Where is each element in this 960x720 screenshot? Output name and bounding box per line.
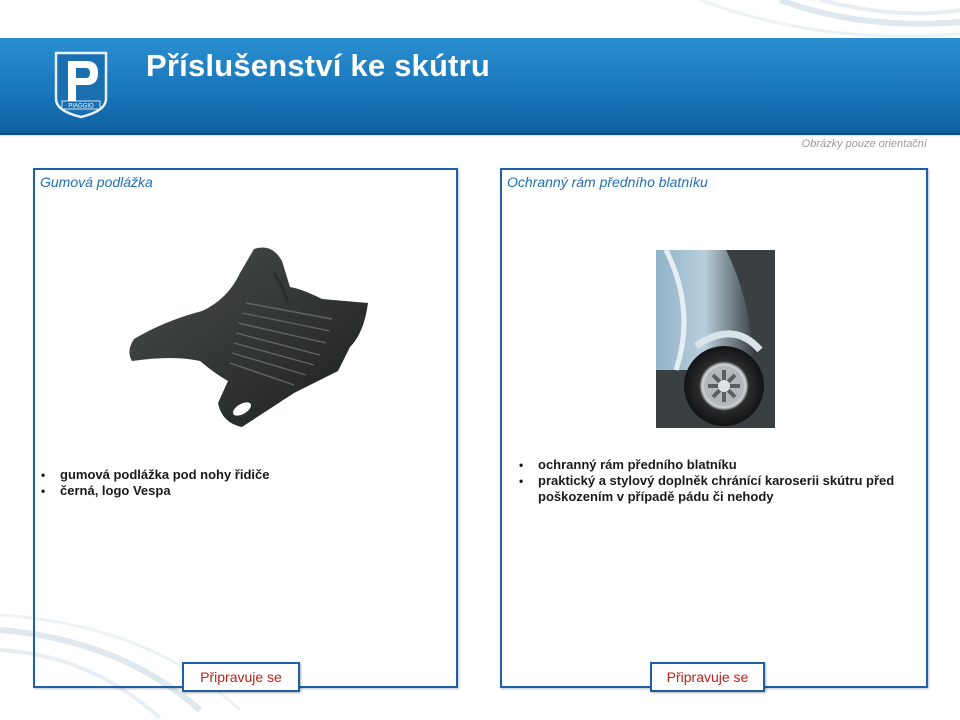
disclaimer-note: Obrázky pouze orientační: [801, 138, 927, 150]
floor-mat-image: [124, 243, 372, 428]
fender-guard-image: [656, 250, 775, 428]
status-badge-coming-soon: Připravuje se: [182, 662, 300, 692]
piaggio-logo-icon: [54, 51, 108, 119]
page-title: Příslušenství ke skútru: [146, 48, 491, 83]
feature-item: • ochranný rám předního blatníku: [516, 457, 916, 473]
card-title: Gumová podlážka: [40, 174, 153, 190]
status-badge-coming-soon: Připravuje se: [650, 662, 765, 692]
product-card-fender-guard: [500, 168, 928, 688]
svg-text:PIAGGIO: PIAGGIO: [68, 103, 94, 110]
feature-list: [38, 467, 269, 499]
header-shadow: [0, 133, 960, 137]
card-title: Ochranný rám předního blatníku: [507, 174, 708, 190]
feature-item: • gumová podlážka pod nohy řidiče: [38, 467, 269, 483]
feature-list: [516, 457, 916, 505]
feature-item: • praktický a stylový doplněk chránící karoserii skútru před poškozením v případě pádu či nehody: [516, 473, 916, 505]
feature-item: • černá, logo Vespa: [38, 483, 269, 499]
